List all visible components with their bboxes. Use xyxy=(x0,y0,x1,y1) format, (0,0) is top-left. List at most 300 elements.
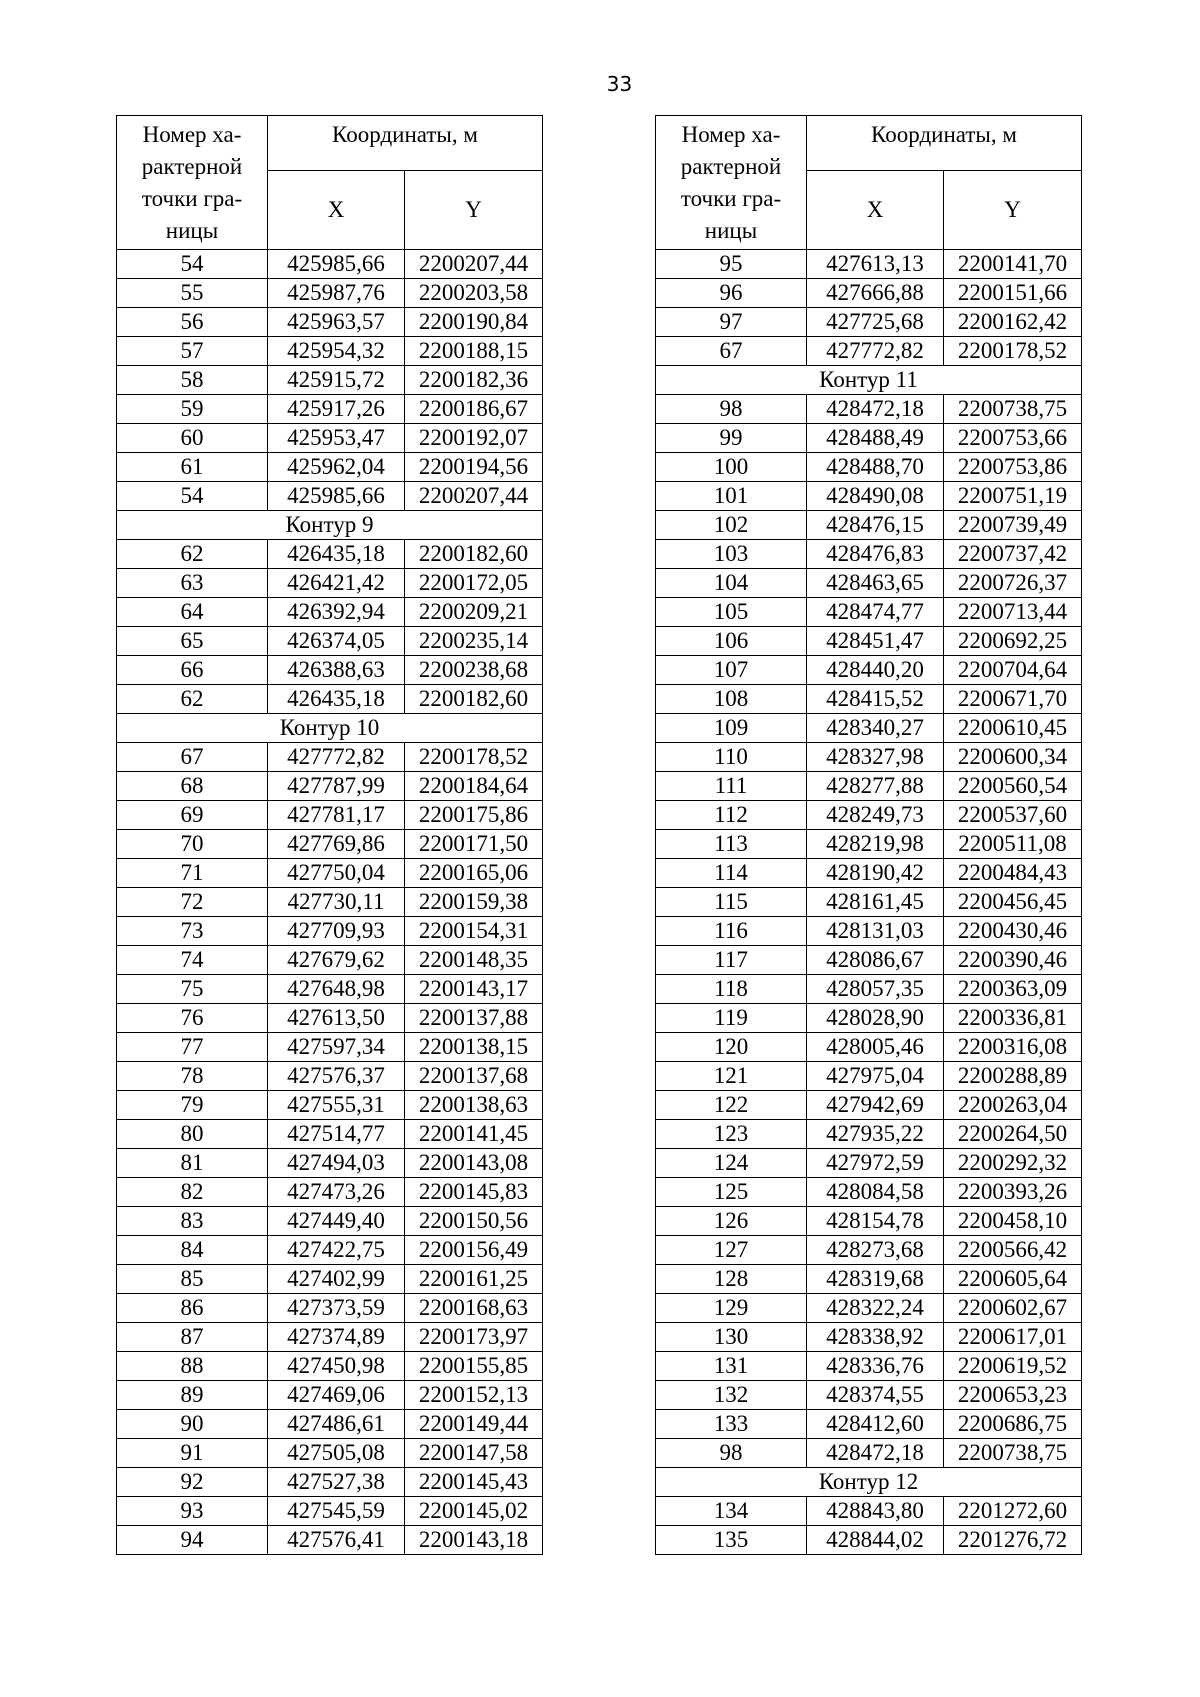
y-coordinate-cell: 2200178,52 xyxy=(405,743,543,772)
y-coordinate-cell: 2200292,32 xyxy=(944,1149,1082,1178)
x-coordinate-cell: 428086,67 xyxy=(807,946,944,975)
point-number-cell: 101 xyxy=(656,482,807,511)
table-row xyxy=(656,1352,1082,1381)
point-number-cell: 54 xyxy=(117,482,268,511)
table-row xyxy=(117,772,543,801)
point-number-cell: 121 xyxy=(656,1062,807,1091)
y-coordinate-cell: 2200171,50 xyxy=(405,830,543,859)
x-coordinate-cell: 427730,11 xyxy=(268,888,405,917)
table-row xyxy=(656,424,1082,453)
point-number-cell: 58 xyxy=(117,366,268,395)
y-coordinate-cell: 2200653,23 xyxy=(944,1381,1082,1410)
x-coordinate-cell: 427769,86 xyxy=(268,830,405,859)
x-coordinate-cell: 428277,88 xyxy=(807,772,944,801)
point-number-cell: 85 xyxy=(117,1265,268,1294)
x-coordinate-cell: 428273,68 xyxy=(807,1236,944,1265)
y-coordinate-cell: 2200264,50 xyxy=(944,1120,1082,1149)
y-coordinate-cell: 2200150,56 xyxy=(405,1207,543,1236)
y-coordinate-cell: 2200738,75 xyxy=(944,1439,1082,1468)
y-coordinate-cell: 2200511,08 xyxy=(944,830,1082,859)
y-coordinate-cell: 2200456,45 xyxy=(944,888,1082,917)
point-number-cell: 135 xyxy=(656,1526,807,1555)
point-number-cell: 117 xyxy=(656,946,807,975)
x-coordinate-cell: 427781,17 xyxy=(268,801,405,830)
y-coordinate-cell: 2200145,02 xyxy=(405,1497,543,1526)
point-number-cell: 108 xyxy=(656,685,807,714)
x-coordinate-cell: 428451,47 xyxy=(807,627,944,656)
x-coordinate-cell: 427935,22 xyxy=(807,1120,944,1149)
y-coordinate-cell: 2200600,34 xyxy=(944,743,1082,772)
x-coordinate-cell: 428057,35 xyxy=(807,975,944,1004)
point-number-cell: 67 xyxy=(656,337,807,366)
y-coordinate-cell: 2201272,60 xyxy=(944,1497,1082,1526)
table-row xyxy=(656,453,1082,482)
x-coordinate-cell: 428338,92 xyxy=(807,1323,944,1352)
point-number-cell: 55 xyxy=(117,279,268,308)
table-row xyxy=(117,1526,543,1555)
y-coordinate-cell: 2200137,88 xyxy=(405,1004,543,1033)
contour-label: Контур 10 xyxy=(117,714,543,743)
x-coordinate-cell: 428190,42 xyxy=(807,859,944,888)
header-coordinates: Координаты, м xyxy=(807,116,1082,171)
table-row xyxy=(656,917,1082,946)
y-coordinate-cell: 2200686,75 xyxy=(944,1410,1082,1439)
point-number-cell: 115 xyxy=(656,888,807,917)
table-row xyxy=(117,1149,543,1178)
point-number-cell: 106 xyxy=(656,627,807,656)
y-coordinate-cell: 2200148,35 xyxy=(405,946,543,975)
table-row xyxy=(117,1352,543,1381)
contour-row xyxy=(656,1468,1082,1497)
table-row xyxy=(117,656,543,685)
x-coordinate-cell: 427597,34 xyxy=(268,1033,405,1062)
x-coordinate-cell: 427527,38 xyxy=(268,1468,405,1497)
x-coordinate-cell: 428844,02 xyxy=(807,1526,944,1555)
point-number-cell: 64 xyxy=(117,598,268,627)
table-row xyxy=(656,627,1082,656)
y-coordinate-cell: 2200726,37 xyxy=(944,569,1082,598)
x-coordinate-cell: 427469,06 xyxy=(268,1381,405,1410)
y-coordinate-cell: 2200207,44 xyxy=(405,482,543,511)
x-coordinate-cell: 427972,59 xyxy=(807,1149,944,1178)
y-coordinate-cell: 2200738,75 xyxy=(944,395,1082,424)
table-row xyxy=(656,337,1082,366)
point-number-cell: 68 xyxy=(117,772,268,801)
y-coordinate-cell: 2200182,36 xyxy=(405,366,543,395)
point-number-cell: 70 xyxy=(117,830,268,859)
y-coordinate-cell: 2200430,46 xyxy=(944,917,1082,946)
table-row xyxy=(117,1497,543,1526)
table-row xyxy=(656,1439,1082,1468)
table-row xyxy=(117,250,543,279)
point-number-cell: 88 xyxy=(117,1352,268,1381)
point-number-cell: 122 xyxy=(656,1091,807,1120)
x-coordinate-cell: 427787,99 xyxy=(268,772,405,801)
y-coordinate-cell: 2200203,58 xyxy=(405,279,543,308)
header-point-number: Номер ха-рактерной точки гра-ницы xyxy=(656,116,807,250)
header-x: X xyxy=(268,171,405,250)
table-row xyxy=(117,453,543,482)
table-row xyxy=(117,888,543,917)
point-number-cell: 80 xyxy=(117,1120,268,1149)
x-coordinate-cell: 425954,32 xyxy=(268,337,405,366)
table-row xyxy=(117,1294,543,1323)
y-coordinate-cell: 2200137,68 xyxy=(405,1062,543,1091)
table-row xyxy=(656,743,1082,772)
y-coordinate-cell: 2200178,52 xyxy=(944,337,1082,366)
point-number-cell: 73 xyxy=(117,917,268,946)
table-row xyxy=(117,627,543,656)
point-number-cell: 87 xyxy=(117,1323,268,1352)
x-coordinate-cell: 427505,08 xyxy=(268,1439,405,1468)
table-row xyxy=(656,598,1082,627)
table-row xyxy=(656,1381,1082,1410)
x-coordinate-cell: 427374,89 xyxy=(268,1323,405,1352)
contour-label: Контур 12 xyxy=(656,1468,1082,1497)
x-coordinate-cell: 428472,18 xyxy=(807,395,944,424)
point-number-cell: 127 xyxy=(656,1236,807,1265)
table-row xyxy=(117,598,543,627)
y-coordinate-cell: 2200737,42 xyxy=(944,540,1082,569)
x-coordinate-cell: 428488,70 xyxy=(807,453,944,482)
y-coordinate-cell: 2200141,45 xyxy=(405,1120,543,1149)
table-row xyxy=(656,1062,1082,1091)
point-number-cell: 125 xyxy=(656,1178,807,1207)
y-coordinate-cell: 2200713,44 xyxy=(944,598,1082,627)
y-coordinate-cell: 2200152,13 xyxy=(405,1381,543,1410)
table-row xyxy=(656,1033,1082,1062)
table-row xyxy=(656,830,1082,859)
y-coordinate-cell: 2200235,14 xyxy=(405,627,543,656)
point-number-cell: 134 xyxy=(656,1497,807,1526)
point-number-cell: 98 xyxy=(656,1439,807,1468)
y-coordinate-cell: 2200692,25 xyxy=(944,627,1082,656)
y-coordinate-cell: 2200145,83 xyxy=(405,1178,543,1207)
x-coordinate-cell: 427648,98 xyxy=(268,975,405,1004)
table-row xyxy=(117,743,543,772)
point-number-cell: 123 xyxy=(656,1120,807,1149)
y-coordinate-cell: 2200393,26 xyxy=(944,1178,1082,1207)
header-point-number: Номер ха-рактерной точки гра-ницы xyxy=(117,116,268,250)
y-coordinate-cell: 2200458,10 xyxy=(944,1207,1082,1236)
table-row xyxy=(656,1207,1082,1236)
table-row xyxy=(656,1120,1082,1149)
x-coordinate-cell: 427576,37 xyxy=(268,1062,405,1091)
table-row xyxy=(117,1265,543,1294)
y-coordinate-cell: 2200671,70 xyxy=(944,685,1082,714)
x-coordinate-cell: 427473,26 xyxy=(268,1178,405,1207)
y-coordinate-cell: 2200704,64 xyxy=(944,656,1082,685)
point-number-cell: 90 xyxy=(117,1410,268,1439)
table-row xyxy=(117,1062,543,1091)
contour-row xyxy=(656,366,1082,395)
x-coordinate-cell: 427545,59 xyxy=(268,1497,405,1526)
point-number-cell: 111 xyxy=(656,772,807,801)
x-coordinate-cell: 428084,58 xyxy=(807,1178,944,1207)
point-number-cell: 110 xyxy=(656,743,807,772)
y-coordinate-cell: 2200753,66 xyxy=(944,424,1082,453)
header-x: X xyxy=(807,171,944,250)
point-number-cell: 133 xyxy=(656,1410,807,1439)
point-number-cell: 84 xyxy=(117,1236,268,1265)
table-row xyxy=(656,1236,1082,1265)
x-coordinate-cell: 428005,46 xyxy=(807,1033,944,1062)
y-coordinate-cell: 2201276,72 xyxy=(944,1526,1082,1555)
coordinates-table-left xyxy=(116,115,543,1555)
x-coordinate-cell: 426392,94 xyxy=(268,598,405,627)
x-coordinate-cell: 428161,45 xyxy=(807,888,944,917)
x-coordinate-cell: 428412,60 xyxy=(807,1410,944,1439)
point-number-cell: 96 xyxy=(656,279,807,308)
table-row xyxy=(656,482,1082,511)
table-row xyxy=(656,1526,1082,1555)
point-number-cell: 131 xyxy=(656,1352,807,1381)
y-coordinate-cell: 2200186,67 xyxy=(405,395,543,424)
x-coordinate-cell: 427486,61 xyxy=(268,1410,405,1439)
y-coordinate-cell: 2200155,85 xyxy=(405,1352,543,1381)
x-coordinate-cell: 428154,78 xyxy=(807,1207,944,1236)
y-coordinate-cell: 2200162,42 xyxy=(944,308,1082,337)
point-number-cell: 63 xyxy=(117,569,268,598)
table-row xyxy=(117,569,543,598)
y-coordinate-cell: 2200159,38 xyxy=(405,888,543,917)
y-coordinate-cell: 2200168,63 xyxy=(405,1294,543,1323)
point-number-cell: 71 xyxy=(117,859,268,888)
x-coordinate-cell: 427576,41 xyxy=(268,1526,405,1555)
point-number-cell: 77 xyxy=(117,1033,268,1062)
y-coordinate-cell: 2200288,89 xyxy=(944,1062,1082,1091)
point-number-cell: 56 xyxy=(117,308,268,337)
y-coordinate-cell: 2200141,70 xyxy=(944,250,1082,279)
y-coordinate-cell: 2200560,54 xyxy=(944,772,1082,801)
x-coordinate-cell: 428249,73 xyxy=(807,801,944,830)
table-row xyxy=(117,1004,543,1033)
table-row xyxy=(117,975,543,1004)
x-coordinate-cell: 426435,18 xyxy=(268,540,405,569)
y-coordinate-cell: 2200151,66 xyxy=(944,279,1082,308)
y-coordinate-cell: 2200336,81 xyxy=(944,1004,1082,1033)
table-row xyxy=(656,511,1082,540)
y-coordinate-cell: 2200143,18 xyxy=(405,1526,543,1555)
point-number-cell: 89 xyxy=(117,1381,268,1410)
y-coordinate-cell: 2200751,19 xyxy=(944,482,1082,511)
x-coordinate-cell: 428319,68 xyxy=(807,1265,944,1294)
table-row xyxy=(656,395,1082,424)
point-number-cell: 78 xyxy=(117,1062,268,1091)
y-coordinate-cell: 2200165,06 xyxy=(405,859,543,888)
x-coordinate-cell: 427613,50 xyxy=(268,1004,405,1033)
point-number-cell: 67 xyxy=(117,743,268,772)
table-row xyxy=(656,975,1082,1004)
table-row xyxy=(117,946,543,975)
x-coordinate-cell: 427613,13 xyxy=(807,250,944,279)
table-row xyxy=(117,424,543,453)
point-number-cell: 62 xyxy=(117,540,268,569)
x-coordinate-cell: 425917,26 xyxy=(268,395,405,424)
coordinates-table-right xyxy=(655,115,1082,1555)
point-number-cell: 128 xyxy=(656,1265,807,1294)
y-coordinate-cell: 2200238,68 xyxy=(405,656,543,685)
point-number-cell: 91 xyxy=(117,1439,268,1468)
table-row xyxy=(117,1033,543,1062)
point-number-cell: 107 xyxy=(656,656,807,685)
x-coordinate-cell: 425987,76 xyxy=(268,279,405,308)
point-number-cell: 61 xyxy=(117,453,268,482)
point-number-cell: 81 xyxy=(117,1149,268,1178)
y-coordinate-cell: 2200190,84 xyxy=(405,308,543,337)
y-coordinate-cell: 2200390,46 xyxy=(944,946,1082,975)
x-coordinate-cell: 428474,77 xyxy=(807,598,944,627)
point-number-cell: 65 xyxy=(117,627,268,656)
x-coordinate-cell: 428336,76 xyxy=(807,1352,944,1381)
point-number-cell: 75 xyxy=(117,975,268,1004)
point-number-cell: 82 xyxy=(117,1178,268,1207)
point-number-cell: 109 xyxy=(656,714,807,743)
point-number-cell: 132 xyxy=(656,1381,807,1410)
x-coordinate-cell: 428488,49 xyxy=(807,424,944,453)
point-number-cell: 100 xyxy=(656,453,807,482)
table-row xyxy=(117,1207,543,1236)
x-coordinate-cell: 428374,55 xyxy=(807,1381,944,1410)
table-row xyxy=(656,859,1082,888)
point-number-cell: 94 xyxy=(117,1526,268,1555)
table-row xyxy=(656,1178,1082,1207)
x-coordinate-cell: 428131,03 xyxy=(807,917,944,946)
y-coordinate-cell: 2200610,45 xyxy=(944,714,1082,743)
x-coordinate-cell: 427725,68 xyxy=(807,308,944,337)
x-coordinate-cell: 425962,04 xyxy=(268,453,405,482)
table-row xyxy=(656,888,1082,917)
y-coordinate-cell: 2200602,67 xyxy=(944,1294,1082,1323)
table-row xyxy=(656,946,1082,975)
x-coordinate-cell: 426374,05 xyxy=(268,627,405,656)
point-number-cell: 95 xyxy=(656,250,807,279)
table-row xyxy=(656,685,1082,714)
table-row xyxy=(117,801,543,830)
point-number-cell: 72 xyxy=(117,888,268,917)
point-number-cell: 57 xyxy=(117,337,268,366)
x-coordinate-cell: 428415,52 xyxy=(807,685,944,714)
point-number-cell: 54 xyxy=(117,250,268,279)
y-coordinate-cell: 2200138,63 xyxy=(405,1091,543,1120)
table-row xyxy=(656,656,1082,685)
x-coordinate-cell: 428327,98 xyxy=(807,743,944,772)
point-number-cell: 99 xyxy=(656,424,807,453)
table-row xyxy=(117,540,543,569)
x-coordinate-cell: 427772,82 xyxy=(268,743,405,772)
x-coordinate-cell: 428028,90 xyxy=(807,1004,944,1033)
x-coordinate-cell: 428843,80 xyxy=(807,1497,944,1526)
table-row xyxy=(117,337,543,366)
y-coordinate-cell: 2200154,31 xyxy=(405,917,543,946)
table-row xyxy=(656,801,1082,830)
x-coordinate-cell: 427450,98 xyxy=(268,1352,405,1381)
point-number-cell: 119 xyxy=(656,1004,807,1033)
table-row xyxy=(656,1091,1082,1120)
y-coordinate-cell: 2200484,43 xyxy=(944,859,1082,888)
point-number-cell: 102 xyxy=(656,511,807,540)
table-row xyxy=(117,482,543,511)
table-row xyxy=(656,250,1082,279)
point-number-cell: 93 xyxy=(117,1497,268,1526)
point-number-cell: 126 xyxy=(656,1207,807,1236)
table-row xyxy=(117,685,543,714)
x-coordinate-cell: 426435,18 xyxy=(268,685,405,714)
x-coordinate-cell: 425985,66 xyxy=(268,482,405,511)
x-coordinate-cell: 426421,42 xyxy=(268,569,405,598)
table-row xyxy=(117,1410,543,1439)
table-row xyxy=(656,1149,1082,1178)
point-number-cell: 74 xyxy=(117,946,268,975)
x-coordinate-cell: 427709,93 xyxy=(268,917,405,946)
table-body-left xyxy=(117,250,543,1555)
x-coordinate-cell: 428219,98 xyxy=(807,830,944,859)
x-coordinate-cell: 425953,47 xyxy=(268,424,405,453)
point-number-cell: 130 xyxy=(656,1323,807,1352)
contour-row xyxy=(117,511,543,540)
y-coordinate-cell: 2200207,44 xyxy=(405,250,543,279)
point-number-cell: 124 xyxy=(656,1149,807,1178)
table-row xyxy=(117,1439,543,1468)
table-row xyxy=(117,1120,543,1149)
table-row xyxy=(117,1468,543,1497)
x-coordinate-cell: 425915,72 xyxy=(268,366,405,395)
x-coordinate-cell: 426388,63 xyxy=(268,656,405,685)
x-coordinate-cell: 428490,08 xyxy=(807,482,944,511)
table-row xyxy=(656,1410,1082,1439)
y-coordinate-cell: 2200143,08 xyxy=(405,1149,543,1178)
y-coordinate-cell: 2200263,04 xyxy=(944,1091,1082,1120)
point-number-cell: 103 xyxy=(656,540,807,569)
point-number-cell: 60 xyxy=(117,424,268,453)
y-coordinate-cell: 2200566,42 xyxy=(944,1236,1082,1265)
table-row xyxy=(656,1294,1082,1323)
y-coordinate-cell: 2200149,44 xyxy=(405,1410,543,1439)
y-coordinate-cell: 2200537,60 xyxy=(944,801,1082,830)
y-coordinate-cell: 2200363,09 xyxy=(944,975,1082,1004)
y-coordinate-cell: 2200192,07 xyxy=(405,424,543,453)
x-coordinate-cell: 427679,62 xyxy=(268,946,405,975)
point-number-cell: 118 xyxy=(656,975,807,1004)
y-coordinate-cell: 2200161,25 xyxy=(405,1265,543,1294)
contour-label: Контур 11 xyxy=(656,366,1082,395)
point-number-cell: 114 xyxy=(656,859,807,888)
table-row xyxy=(117,1323,543,1352)
header-coordinates: Координаты, м xyxy=(268,116,543,171)
table-row xyxy=(117,279,543,308)
table-row xyxy=(656,1265,1082,1294)
table-body-right xyxy=(656,250,1082,1555)
y-coordinate-cell: 2200753,86 xyxy=(944,453,1082,482)
point-number-cell: 66 xyxy=(117,656,268,685)
point-number-cell: 86 xyxy=(117,1294,268,1323)
y-coordinate-cell: 2200184,64 xyxy=(405,772,543,801)
point-number-cell: 98 xyxy=(656,395,807,424)
point-number-cell: 79 xyxy=(117,1091,268,1120)
x-coordinate-cell: 427449,40 xyxy=(268,1207,405,1236)
y-coordinate-cell: 2200172,05 xyxy=(405,569,543,598)
point-number-cell: 97 xyxy=(656,308,807,337)
table-row xyxy=(117,1091,543,1120)
table-row xyxy=(656,1004,1082,1033)
table-row xyxy=(656,1323,1082,1352)
x-coordinate-cell: 428472,18 xyxy=(807,1439,944,1468)
x-coordinate-cell: 428440,20 xyxy=(807,656,944,685)
point-number-cell: 92 xyxy=(117,1468,268,1497)
table-row xyxy=(117,308,543,337)
table-row xyxy=(117,1236,543,1265)
table-row xyxy=(117,1381,543,1410)
